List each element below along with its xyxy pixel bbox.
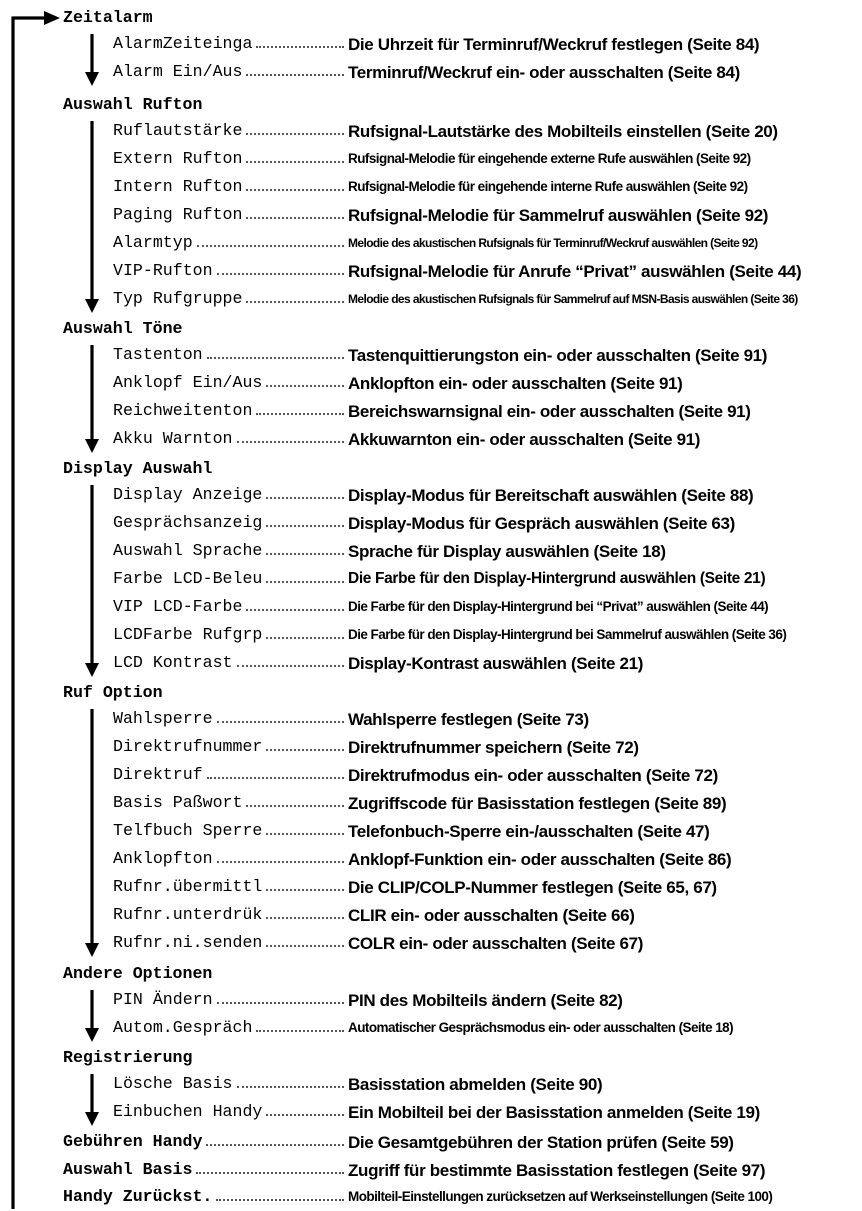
description-text: Rufsignal-Melodie für eingehende externe Rufe auswählen bbox=[348, 151, 693, 167]
page-reference: (Seite 67) bbox=[570, 933, 644, 953]
page-reference: (Seite 92) bbox=[696, 205, 769, 225]
menu-item-label: AlarmZeiteinga bbox=[113, 33, 253, 53]
menu-item-description bbox=[348, 1134, 734, 1151]
menu-item-label: Intern Rufton bbox=[113, 176, 243, 196]
arrow-head-icon bbox=[85, 439, 99, 453]
menu-item-label: Typ Rufgruppe bbox=[113, 288, 243, 308]
description-text: Ein Mobilteil bei der Basisstation anmelden bbox=[348, 1102, 684, 1122]
page-reference: (Seite 91) bbox=[678, 401, 751, 421]
dotted-leader bbox=[266, 581, 344, 583]
menu-item-gesprachsanzeig bbox=[113, 509, 735, 537]
menu-group-gebuhren-handy bbox=[63, 1128, 734, 1156]
dotted-leader bbox=[266, 889, 344, 891]
menu-item-reichweitenton bbox=[113, 397, 751, 425]
dotted-leader bbox=[266, 749, 344, 751]
menu-item-description bbox=[348, 180, 748, 194]
page-reference: (Seite 44) bbox=[729, 261, 802, 281]
description-text: Bereichswarnsignal ein- oder ausschalten bbox=[348, 401, 675, 421]
menu-item-description bbox=[348, 1162, 765, 1179]
description-text: Die Farbe für den Display-Hintergrund bei “Privat” auswählen bbox=[348, 599, 711, 615]
menu-item-label: Ruf Option bbox=[63, 682, 163, 702]
menu-item-label: Gebühren Handy bbox=[63, 1131, 203, 1151]
dotted-leader bbox=[196, 1172, 344, 1174]
dotted-leader bbox=[206, 1144, 344, 1146]
menu-item-label: LCD Kontrast bbox=[113, 652, 233, 672]
menu-item-basis-passwort bbox=[113, 789, 726, 817]
menu-item-description bbox=[348, 992, 623, 1009]
menu-item-description bbox=[348, 600, 768, 614]
dotted-leader bbox=[197, 245, 344, 247]
menu-item-description bbox=[348, 571, 765, 587]
menu-item-tastenton bbox=[113, 341, 767, 369]
menu-item-akku-warnton bbox=[113, 425, 700, 453]
menu-item-description bbox=[348, 907, 635, 924]
page-reference: (Seite 84) bbox=[667, 62, 740, 82]
page-reference: (Seite 18) bbox=[593, 541, 666, 561]
dotted-leader bbox=[246, 301, 344, 303]
menu-group-ruf-option bbox=[63, 679, 163, 707]
description-text: Terminruf/Weckruf ein- oder ausschalten bbox=[348, 62, 664, 82]
description-text: COLR ein- oder ausschalten bbox=[348, 933, 567, 953]
menu-item-description bbox=[348, 293, 798, 305]
menu-item-label: Anklopf Ein/Aus bbox=[113, 372, 263, 392]
menu-group-handy-zuruckst bbox=[63, 1183, 772, 1211]
arrow-head-icon bbox=[85, 72, 99, 86]
menu-item-rufnr-ubermittl bbox=[113, 873, 717, 901]
description-text: Die Gesamtgebühren der Station prüfen bbox=[348, 1132, 658, 1152]
dotted-leader bbox=[217, 273, 344, 275]
menu-item-label: Display Anzeige bbox=[113, 484, 263, 504]
menu-item-extern-rufton bbox=[113, 145, 751, 173]
description-text: CLIR ein- oder ausschalten bbox=[348, 905, 559, 925]
menu-item-label: Basis Paßwort bbox=[113, 792, 243, 812]
dotted-leader bbox=[246, 217, 344, 219]
page-reference: (Seite 44) bbox=[713, 599, 769, 615]
page-reference: (Seite 36) bbox=[731, 627, 787, 643]
menu-item-label: PIN Ändern bbox=[113, 989, 213, 1009]
page-reference: (Seite 21) bbox=[699, 570, 766, 588]
dotted-leader bbox=[256, 46, 344, 48]
menu-item-display-anzeige bbox=[113, 481, 753, 509]
page-reference: (Seite 21) bbox=[570, 653, 644, 673]
menu-item-description bbox=[348, 1104, 760, 1121]
page-reference: (Seite 72) bbox=[645, 765, 718, 785]
menu-item-description bbox=[348, 823, 709, 840]
menu-item-label: Auswahl Rufton bbox=[63, 94, 203, 114]
dotted-leader bbox=[246, 161, 344, 163]
description-text: PIN des Mobilteils ändern bbox=[348, 990, 547, 1010]
dotted-leader bbox=[256, 1030, 344, 1032]
menu-item-description bbox=[348, 1021, 733, 1035]
description-text: Sprache für Display auswählen bbox=[348, 541, 590, 561]
menu-item-label: Autom.Gespräch bbox=[113, 1017, 253, 1037]
description-text: Die Farbe für den Display-Hintergrund bei Sammelruf auswählen bbox=[348, 627, 729, 643]
menu-item-label: Einbuchen Handy bbox=[113, 1101, 263, 1121]
dotted-leader bbox=[266, 497, 344, 499]
description-text: Rufsignal-Melodie für Sammelruf auswählen bbox=[348, 205, 692, 225]
page-reference: (Seite 19) bbox=[687, 1102, 760, 1122]
page-reference: (Seite 72) bbox=[566, 737, 639, 757]
menu-item-alarmzeiteinga bbox=[113, 30, 759, 58]
dotted-leader bbox=[266, 945, 344, 947]
menu-item-label: Registrierung bbox=[63, 1047, 193, 1067]
dotted-leader bbox=[266, 385, 344, 387]
menu-item-alarmtyp bbox=[113, 229, 757, 257]
menu-item-paging-rufton bbox=[113, 201, 768, 229]
description-text: Display-Modus für Gespräch auswählen bbox=[348, 513, 659, 533]
menu-item-label: Rufnr.unterdrük bbox=[113, 904, 263, 924]
menu-item-ruflautstarke bbox=[113, 117, 778, 145]
page-reference: (Seite 73) bbox=[516, 709, 589, 729]
page-reference: (Seite 65, 67) bbox=[617, 877, 717, 897]
page-reference: (Seite 66) bbox=[562, 905, 635, 925]
description-text: Rufsignal-Melodie für eingehende interne Rufe auswählen bbox=[348, 179, 690, 195]
page-reference: (Seite 91) bbox=[695, 345, 768, 365]
dotted-leader bbox=[217, 721, 344, 723]
menu-item-description bbox=[348, 123, 778, 140]
menu-item-label: Akku Warnton bbox=[113, 428, 233, 448]
description-text: Mobilteil-Einstellungen zurücksetzen auf Werkseinstellungen bbox=[348, 1189, 708, 1205]
dotted-leader bbox=[266, 553, 344, 555]
menu-item-description bbox=[348, 431, 700, 448]
menu-item-pin-andern bbox=[113, 986, 623, 1014]
menu-item-label: Anklopfton bbox=[113, 848, 213, 868]
description-text: Akkuwarnton ein- oder ausschalten bbox=[348, 429, 624, 449]
page-reference: (Seite 63) bbox=[662, 513, 735, 533]
menu-item-vip-lcd-farbe bbox=[113, 593, 768, 621]
menu-item-rufnr-ni-senden bbox=[113, 929, 643, 957]
menu-item-typ-rufgruppe bbox=[113, 285, 798, 313]
page-reference: (Seite 84) bbox=[687, 34, 760, 54]
description-text: Display-Kontrast auswählen bbox=[348, 653, 567, 673]
description-text: Anklopf-Funktion ein- oder ausschalten bbox=[348, 849, 655, 869]
menu-item-label: Auswahl Basis bbox=[63, 1159, 193, 1179]
menu-item-label: Lösche Basis bbox=[113, 1073, 233, 1093]
menu-item-label: LCDFarbe Rufgrp bbox=[113, 624, 263, 644]
arrow-head-icon bbox=[85, 943, 99, 957]
menu-item-description bbox=[348, 403, 751, 420]
dotted-leader bbox=[237, 441, 345, 443]
menu-item-description bbox=[348, 36, 759, 53]
dotted-leader bbox=[246, 609, 344, 611]
menu-item-label: Auswahl Sprache bbox=[113, 540, 263, 560]
menu-item-label: Auswahl Töne bbox=[63, 318, 183, 338]
page-reference: (Seite 47) bbox=[637, 821, 710, 841]
menu-group-registrierung bbox=[63, 1044, 192, 1072]
description-text: Tastenquittierungston ein- oder ausschalten bbox=[348, 345, 691, 365]
page-reference: (Seite 92) bbox=[710, 236, 758, 250]
menu-item-direktrufnummer bbox=[113, 733, 639, 761]
description-text: Telefonbuch-Sperre ein-/ausschalten bbox=[348, 821, 634, 841]
page-reference: (Seite 100) bbox=[710, 1189, 773, 1205]
page-reference: (Seite 59) bbox=[661, 1132, 734, 1152]
menu-item-description bbox=[348, 263, 801, 280]
menu-item-label: Rufnr.übermittl bbox=[113, 876, 263, 896]
menu-item-label: Alarm Ein/Aus bbox=[113, 61, 243, 81]
menu-group-auswahl-tone bbox=[63, 315, 183, 343]
description-text: Rufsignal-Melodie für Anrufe “Privat” auswählen bbox=[348, 261, 725, 281]
menu-item-telfbuch-sperre bbox=[113, 817, 709, 845]
page-reference: (Seite 90) bbox=[530, 1074, 603, 1094]
menu-item-description bbox=[348, 795, 726, 812]
dotted-leader bbox=[266, 1114, 344, 1116]
dotted-leader bbox=[207, 357, 344, 359]
menu-item-autom-gesprach bbox=[113, 1014, 733, 1042]
description-text: Display-Modus für Bereitschaft auswählen bbox=[348, 485, 677, 505]
menu-item-einbuchen-handy bbox=[113, 1098, 760, 1126]
menu-group-display-auswahl bbox=[63, 455, 212, 483]
menu-item-label: Zeitalarm bbox=[63, 7, 153, 27]
dotted-leader bbox=[266, 637, 344, 639]
menu-item-label: Farbe LCD-Beleu bbox=[113, 568, 263, 588]
menu-item-description bbox=[348, 64, 740, 81]
arrow-head-icon bbox=[85, 1028, 99, 1042]
page-reference: (Seite 92) bbox=[696, 151, 751, 167]
dotted-leader bbox=[266, 917, 344, 919]
description-text: Melodie des akustischen Rufsignals für Sammelruf auf MSN-Basis auswählen bbox=[348, 292, 748, 306]
menu-item-farbe-lcd-beleu bbox=[113, 565, 765, 593]
page-reference: (Seite 82) bbox=[550, 990, 623, 1010]
menu-item-label: Handy Zurückst. bbox=[63, 1186, 213, 1206]
menu-item-alarm-ein-aus bbox=[113, 58, 740, 86]
menu-item-description bbox=[348, 487, 753, 504]
menu-item-label: Alarmtyp bbox=[113, 232, 193, 252]
menu-group-zeitalarm bbox=[63, 4, 153, 32]
menu-item-description bbox=[348, 207, 768, 224]
dotted-leader bbox=[217, 1002, 344, 1004]
page-reference: (Seite 91) bbox=[628, 429, 701, 449]
menu-item-description bbox=[348, 655, 643, 672]
menu-item-anklopf-ein-aus bbox=[113, 369, 682, 397]
description-text: Automatischer Gesprächsmodus ein- oder ausschalten bbox=[348, 1020, 676, 1036]
page-reference: (Seite 36) bbox=[750, 292, 798, 306]
description-text: Zugriff für bestimmte Basisstation festlegen bbox=[348, 1160, 689, 1180]
menu-item-label: Ruflautstärke bbox=[113, 120, 243, 140]
description-text: Melodie des akustischen Rufsignals für Terminruf/Weckruf auswählen bbox=[348, 236, 708, 250]
menu-item-label: Gesprächsanzeig bbox=[113, 512, 263, 532]
menu-item-anklopfton bbox=[113, 845, 731, 873]
dotted-leader bbox=[216, 1199, 344, 1201]
menu-item-description bbox=[348, 237, 757, 249]
arrow-right-icon bbox=[44, 11, 60, 25]
menu-item-description bbox=[348, 375, 682, 392]
dotted-leader bbox=[207, 777, 344, 779]
menu-item-description bbox=[348, 851, 731, 868]
menu-item-description bbox=[348, 711, 589, 728]
menu-item-label: Extern Rufton bbox=[113, 148, 243, 168]
menu-item-vip-rufton bbox=[113, 257, 801, 285]
description-text: Die Uhrzeit für Terminruf/Weckruf festlegen bbox=[348, 34, 683, 54]
description-text: Die Farbe für den Display-Hintergrund auswählen bbox=[348, 570, 696, 588]
dotted-leader bbox=[266, 525, 344, 527]
menu-item-losche-basis bbox=[113, 1070, 602, 1098]
menu-item-description bbox=[348, 543, 666, 560]
arrow-head-icon bbox=[85, 299, 99, 313]
page-reference: (Seite 97) bbox=[693, 1160, 766, 1180]
menu-group-auswahl-basis bbox=[63, 1156, 765, 1184]
dotted-leader bbox=[256, 413, 344, 415]
menu-item-direktruf bbox=[113, 761, 718, 789]
description-text: Zugriffscode für Basisstation festlegen bbox=[348, 793, 650, 813]
menu-item-description bbox=[348, 935, 643, 952]
dotted-leader bbox=[246, 133, 344, 135]
description-text: Wahlsperre festlegen bbox=[348, 709, 513, 729]
page-reference: (Seite 91) bbox=[610, 373, 683, 393]
arrow-head-icon bbox=[85, 663, 99, 677]
dotted-leader bbox=[266, 833, 344, 835]
menu-item-description bbox=[348, 515, 735, 532]
menu-group-auswahl-rufton bbox=[63, 91, 202, 119]
menu-item-label: Display Auswahl bbox=[63, 458, 213, 478]
menu-item-label: Direktrufnummer bbox=[113, 736, 263, 756]
page-reference: (Seite 92) bbox=[693, 179, 748, 195]
description-text: Anklopfton ein- oder ausschalten bbox=[348, 373, 606, 393]
menu-item-description bbox=[348, 767, 718, 784]
menu-item-label: Rufnr.ni.senden bbox=[113, 932, 263, 952]
page-reference: (Seite 18) bbox=[678, 1020, 734, 1036]
menu-item-wahlsperre bbox=[113, 705, 589, 733]
page-reference: (Seite 88) bbox=[681, 485, 754, 505]
dotted-leader bbox=[217, 861, 344, 863]
dotted-leader bbox=[246, 805, 344, 807]
dotted-leader bbox=[246, 74, 344, 76]
menu-item-label: Andere Optionen bbox=[63, 963, 213, 983]
menu-item-label: VIP LCD-Farbe bbox=[113, 596, 243, 616]
menu-item-label: VIP-Rufton bbox=[113, 260, 213, 280]
description-text: Rufsignal-Lautstärke des Mobilteils einstellen bbox=[348, 121, 702, 141]
dotted-leader bbox=[246, 189, 344, 191]
menu-item-description bbox=[348, 879, 717, 896]
page-reference: (Seite 86) bbox=[659, 849, 732, 869]
arrow-head-icon bbox=[85, 1112, 99, 1126]
page-reference: (Seite 20) bbox=[705, 121, 778, 141]
menu-item-label: Telfbuch Sperre bbox=[113, 820, 263, 840]
menu-item-description bbox=[348, 347, 767, 364]
menu-item-description bbox=[348, 1190, 772, 1204]
menu-item-label: Direktruf bbox=[113, 764, 203, 784]
menu-item-label: Tastenton bbox=[113, 344, 203, 364]
menu-group-andere-optionen bbox=[63, 960, 212, 988]
description-text: Direktrufmodus ein- oder ausschalten bbox=[348, 765, 642, 785]
menu-item-rufnr-unterdruk bbox=[113, 901, 635, 929]
menu-item-label: Wahlsperre bbox=[113, 708, 213, 728]
description-text: Die CLIP/COLP-Nummer festlegen bbox=[348, 877, 614, 897]
description-text: Direktrufnummer speichern bbox=[348, 737, 563, 757]
menu-item-description bbox=[348, 1076, 602, 1093]
menu-item-intern-rufton bbox=[113, 173, 748, 201]
menu-item-description bbox=[348, 739, 639, 756]
dotted-leader bbox=[237, 1086, 345, 1088]
dotted-leader bbox=[237, 665, 345, 667]
page-reference: (Seite 89) bbox=[654, 793, 727, 813]
description-text: Basisstation abmelden bbox=[348, 1074, 526, 1094]
menu-item-lcd-kontrast bbox=[113, 649, 643, 677]
menu-item-lcdfarbe-rufgrp bbox=[113, 621, 786, 649]
menu-item-description bbox=[348, 628, 786, 642]
menu-item-description bbox=[348, 152, 751, 166]
menu-item-label: Paging Rufton bbox=[113, 204, 243, 224]
menu-item-auswahl-sprache bbox=[113, 537, 666, 565]
menu-item-label: Reichweitenton bbox=[113, 400, 253, 420]
